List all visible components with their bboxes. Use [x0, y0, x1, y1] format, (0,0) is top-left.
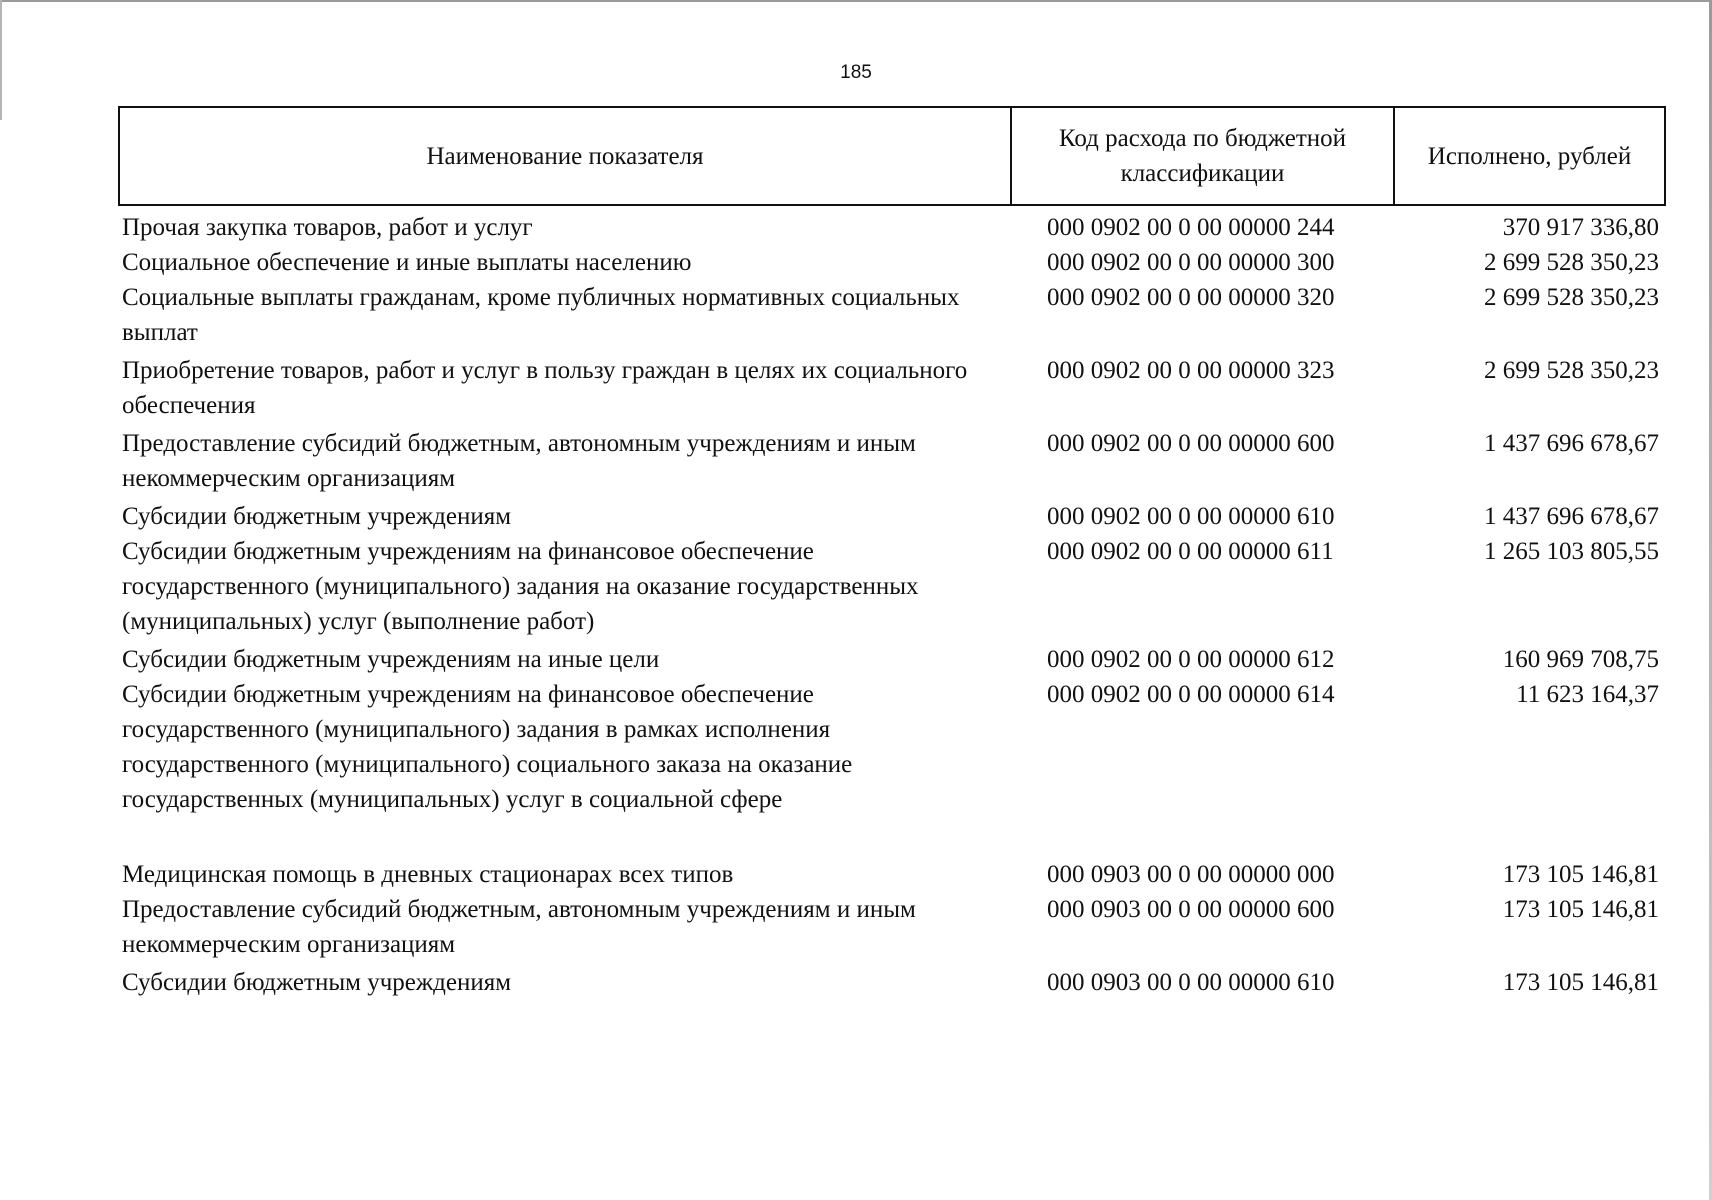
table-row	[119, 677, 1665, 817]
table-row	[119, 245, 1665, 280]
row-code: 000 0902 00 0 00 00000 610	[1047, 503, 1335, 530]
row-code: 000 0902 00 0 00 00000 600	[1047, 430, 1335, 457]
row-name: Социальное обеспечение и иные выплаты населению	[122, 249, 692, 276]
row-name: Медицинская помощь в дневных стационарах всех типов	[122, 861, 734, 888]
row-name: Субсидии бюджетным учреждениям на иные цели	[122, 646, 660, 673]
row-name: Субсидии бюджетным учреждениям на финансовое обеспечение государственного (муниципального) задания на оказание государственных (муниципальных) услуг (выполнение работ)	[122, 538, 919, 635]
row-amount: 2 699 528 350,23	[1484, 284, 1659, 311]
table-row	[119, 642, 1665, 677]
table-row	[119, 534, 1665, 642]
row-code: 000 0902 00 0 00 00000 300	[1047, 249, 1335, 276]
row-amount: 1 437 696 678,67	[1484, 503, 1659, 530]
scan-edge-left	[0, 0, 2, 120]
page-number: 185	[840, 62, 872, 83]
row-amount: 1 265 103 805,55	[1484, 538, 1659, 565]
row-code: 000 0902 00 0 00 00000 611	[1047, 538, 1334, 565]
row-amount: 2 699 528 350,23	[1484, 357, 1659, 384]
row-name: Предоставление субсидий бюджетным, автономным учреждениям и иным некоммерческим организациям	[122, 896, 916, 958]
table-spacer-row	[119, 817, 1665, 857]
row-code: 000 0902 00 0 00 00000 614	[1047, 681, 1335, 708]
row-amount: 173 105 146,81	[1502, 861, 1659, 888]
table-row	[119, 353, 1665, 426]
header-indicator-name: Наименование показателя	[119, 107, 1011, 205]
row-name: Предоставление субсидий бюджетным, автономным учреждениям и иным некоммерческим организациям	[122, 430, 916, 492]
header-budget-code: Код расхода по бюджетной классификации	[1011, 107, 1394, 205]
row-name: Приобретение товаров, работ и услуг в пользу граждан в целях их социального обеспечения	[122, 357, 968, 419]
row-name: Прочая закупка товаров, работ и услуг	[122, 214, 533, 241]
table-row	[119, 499, 1665, 534]
row-name: Субсидии бюджетным учреждениям	[122, 969, 512, 996]
table-row	[119, 280, 1665, 353]
table-header	[119, 107, 1665, 205]
row-code: 000 0902 00 0 00 00000 612	[1047, 646, 1335, 673]
row-amount: 173 105 146,81	[1502, 969, 1659, 996]
row-code: 000 0902 00 0 00 00000 320	[1047, 284, 1335, 311]
row-amount: 370 917 336,80	[1502, 214, 1659, 241]
row-amount: 1 437 696 678,67	[1484, 430, 1659, 457]
table-row	[119, 965, 1665, 1000]
row-name: Субсидии бюджетным учреждениям на финансовое обеспечение государственного (муниципального) задания в рамках исполнения государственного (муниципального) социального заказа на оказание государственных (муниципальных) услуг в социальной сфере	[122, 681, 853, 813]
row-code: 000 0902 00 0 00 00000 323	[1047, 357, 1335, 384]
row-code: 000 0903 00 0 00 00000 000	[1047, 861, 1335, 888]
scan-edge-top	[0, 0, 1712, 2]
spacer-cell	[119, 817, 1665, 857]
table-row	[119, 892, 1665, 965]
row-name: Социальные выплаты гражданам, кроме публичных нормативных социальных выплат	[122, 284, 960, 346]
header-executed-amount: Исполнено, рублей	[1394, 107, 1665, 205]
row-amount: 11 623 164,37	[1516, 681, 1659, 708]
budget-execution-table	[118, 106, 1666, 1000]
row-amount: 160 969 708,75	[1502, 646, 1659, 673]
table-row	[119, 426, 1665, 499]
table-row	[119, 205, 1665, 245]
table-row	[119, 857, 1665, 892]
row-amount: 2 699 528 350,23	[1484, 249, 1659, 276]
table-body	[119, 205, 1665, 1000]
row-amount: 173 105 146,81	[1502, 896, 1659, 923]
row-code: 000 0902 00 0 00 00000 244	[1047, 214, 1335, 241]
row-name: Субсидии бюджетным учреждениям	[122, 503, 512, 530]
row-code: 000 0903 00 0 00 00000 610	[1047, 969, 1335, 996]
row-code: 000 0903 00 0 00 00000 600	[1047, 896, 1335, 923]
